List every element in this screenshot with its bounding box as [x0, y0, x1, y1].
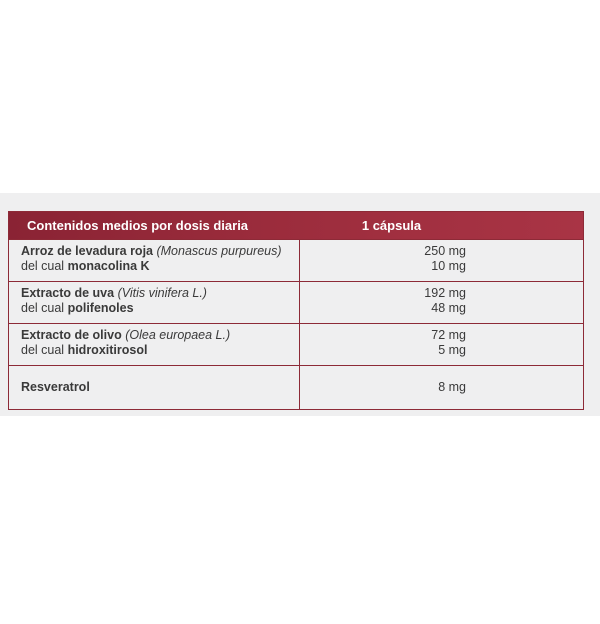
- ingredient-cell: [9, 282, 300, 323]
- ingredient-name: Extracto de uva (Vitis vinifera L.): [21, 286, 207, 300]
- ingredient-name: Arroz de levadura roja (Monascus purpureus): [21, 244, 282, 258]
- label-panel: [0, 193, 600, 416]
- amount-main: 192 mg: [424, 286, 466, 300]
- ingredient-sub: del cual polifenoles: [21, 301, 134, 315]
- table-row: [9, 281, 583, 323]
- amount-sub: 5 mg: [438, 343, 466, 357]
- ingredient-cell: [9, 366, 300, 409]
- header-dose-label: 1 cápsula: [361, 218, 422, 233]
- table-header: [9, 212, 583, 239]
- ingredient-latin-name: (Monascus purpureus): [156, 244, 282, 258]
- table-row: [9, 365, 583, 409]
- amount-sub: 48 mg: [431, 301, 466, 315]
- amount-cell: [300, 282, 583, 323]
- ingredient-cell: [9, 324, 300, 365]
- ingredient-name: Extracto de olivo (Olea europaea L.): [21, 328, 231, 342]
- nutrition-table: [8, 211, 584, 410]
- ingredient-sub: del cual monacolina K: [21, 259, 150, 273]
- amount-sub: 10 mg: [431, 259, 466, 273]
- ingredient-cell: [9, 240, 300, 281]
- amount-main: 72 mg: [431, 328, 466, 342]
- amount-cell: [300, 366, 583, 409]
- ingredient-latin-name: (Olea europaea L.): [125, 328, 231, 342]
- amount-cell: [300, 240, 583, 281]
- amount-cell: [300, 324, 583, 365]
- ingredient-latin-name: (Vitis vinifera L.): [117, 286, 207, 300]
- header-contents-label: Contenidos medios por dosis diaria: [27, 218, 249, 233]
- amount-main: 250 mg: [424, 244, 466, 258]
- ingredient-name: Resveratrol: [21, 380, 90, 394]
- table-row: [9, 239, 583, 281]
- amount-main: 8 mg: [438, 380, 466, 394]
- table-row: [9, 323, 583, 365]
- ingredient-sub: del cual hidroxitirosol: [21, 343, 148, 357]
